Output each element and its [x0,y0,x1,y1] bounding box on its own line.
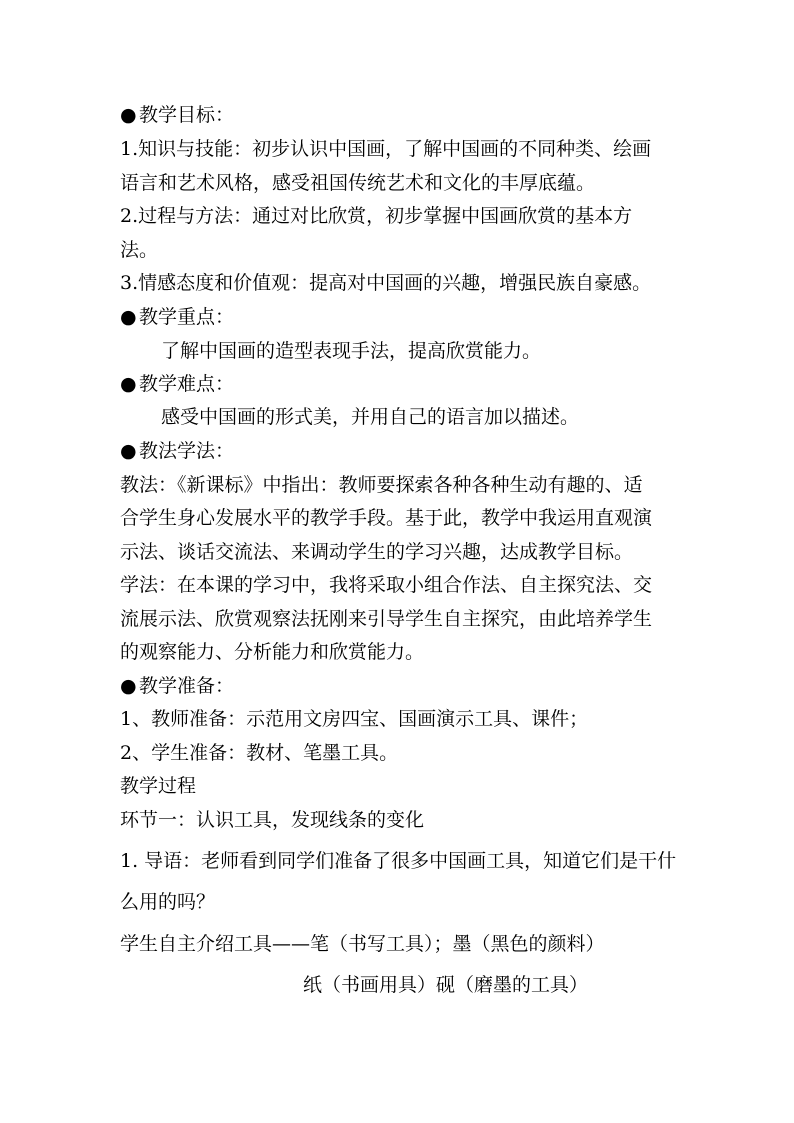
objectives-heading-text: 教学目标： [139,104,235,126]
step1-line: 么用的吗？ [120,891,216,913]
bullet-icon: ● [120,373,137,395]
difficulties-text: 感受中国画的形式美，并用自己的语言加以描述。 [161,406,580,428]
process-heading: 教学过程 [120,775,197,797]
preparation-line: 2、学生准备：教材、笔墨工具。 [120,742,399,764]
objectives-heading [120,103,234,127]
preparation-heading [120,674,234,698]
methods-line: 合学生身心发展水平的教学手段。基于此，教学中我运用直观演 [120,507,653,529]
preparation-heading-text: 教学准备： [139,675,235,697]
difficulties-heading-text: 教学难点： [139,373,235,395]
bullet-icon: ● [120,440,137,462]
bullet-icon: ● [120,306,137,328]
objective-line: 1.知识与技能：初步认识中国画，了解中国画的不同种类、绘画 [120,138,652,160]
objective-line: 语言和艺术风格，感受祖国传统艺术和文化的丰厚底蕴。 [120,172,596,194]
methods-heading [120,439,234,463]
preparation-line: 1、教师准备：示范用文房四宝、国画演示工具、课件； [120,708,589,730]
key-points-text: 了解中国画的造型表现手法，提高欣赏能力。 [161,340,542,362]
methods-line: 流展示法、欣赏观察法抚刚来引导学生自主探究，由此培养学生 [120,608,653,630]
key-points-heading-text: 教学重点： [139,306,235,328]
step1-title: 环节一：认识工具，发现线条的变化 [120,809,425,831]
methods-line: 学法：在本课的学习中，我将采取小组合作法、自主探究法、交 [120,574,653,596]
methods-heading-text: 教法学法： [139,440,235,462]
objective-line: 3.情感态度和价值观：提高对中国画的兴趣，增强民族自豪感。 [120,272,652,294]
objective-line: 2.过程与方法：通过对比欣赏，初步掌握中国画欣赏的基本方 [120,205,633,227]
step1-line: 纸（书画用具）砚（磨墨的工具） [303,974,589,996]
difficulties-heading [120,372,234,396]
key-points-heading [120,305,234,329]
step1-line: 学生自主介绍工具——笔（书写工具）；墨（黑色的颜料） [120,933,605,955]
objective-line: 法。 [120,239,159,261]
methods-line: 示法、谈话交流法、来调动学生的学习兴趣，达成教学目标。 [120,541,634,563]
bullet-icon: ● [120,104,137,126]
methods-line: 教法：《新课标》中指出：教师要探索各种各种生动有趣的、适 [120,474,643,496]
step1-line: 1. 导语：老师看到同学们准备了很多中国画工具，知道它们是干什 [120,850,677,872]
methods-line: 的观察能力、分析能力和欣赏能力。 [120,641,425,663]
bullet-icon: ● [120,675,137,697]
